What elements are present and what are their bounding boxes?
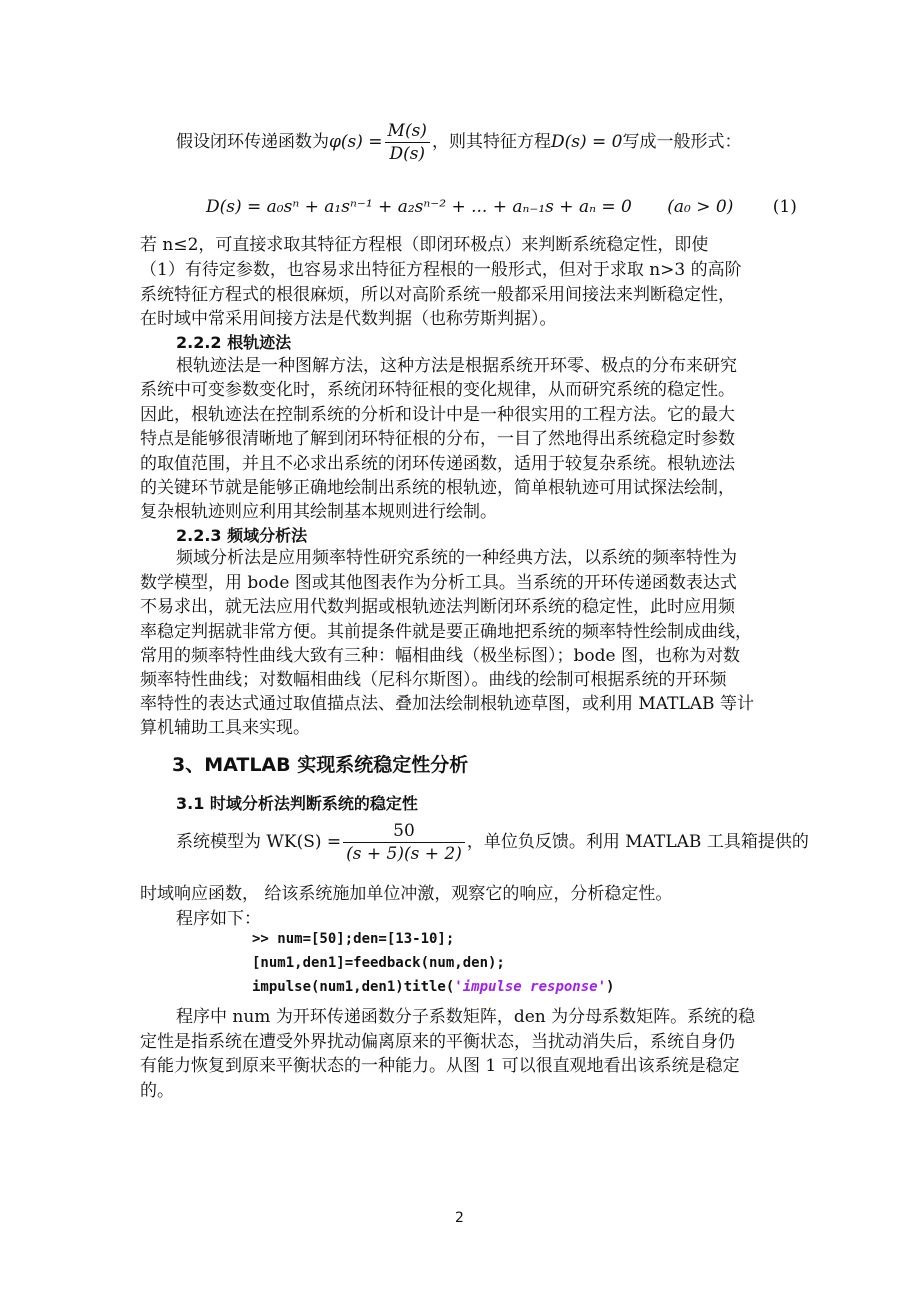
para3-line: 不易求出，就无法应用代数判据或根轨迹法判断闭环系统的稳定性，此时应用频 <box>140 597 735 617</box>
para3-line: 算机辅助工具来实现。 <box>140 718 310 738</box>
para3-line: 率特性的表达式通过取值描点法、叠加法绘制根轨迹草图，或利用 MATLAB 等计 <box>140 694 754 714</box>
equation-label: (1) <box>772 197 797 217</box>
model-line2: 时域响应函数， 给该系统施加单位冲激，观察它的响应，分析稳定性。 <box>140 884 673 904</box>
para2-line: 系统中可变参数变化时，系统闭环特征根的变化规律，从而研究系统的稳定性。 <box>140 380 735 400</box>
intro-text-before: 假设闭环传递函数为 <box>176 132 329 152</box>
fraction-numerator: M(s) <box>385 120 430 143</box>
model-text-after: ，单位负反馈。利用 MATLAB 工具箱提供的 <box>466 832 809 852</box>
para4-line: 定性是指系统在遭受外界扰动偏离原来的平衡状态，当扰动消失后，系统自身仍 <box>140 1032 735 1052</box>
equation-condition: (a₀ > 0) <box>667 197 734 217</box>
heading-3-1: 3.1 时域分析法判断系统的稳定性 <box>176 794 418 813</box>
para1-line: （1）有待定参数，也容易求出特征方程根的一般形式，但对于求取 n>3 的高阶 <box>140 260 742 280</box>
para4-line: 程序中 num 为开环传递函数分子系数矩阵，den 为分母系数矩阵。系统的稳 <box>176 1007 756 1027</box>
para2-line: 的关键环节就是能够正确地绘制出系统的根轨迹，简单根轨迹可用试探法绘制， <box>140 478 735 498</box>
code-line-3 <box>252 979 614 995</box>
model-paragraph <box>176 820 809 865</box>
transfer-fraction <box>385 120 430 165</box>
program-label: 程序如下： <box>176 909 261 929</box>
char-equation: D(s) = 0 <box>550 132 623 152</box>
intro-paragraph <box>176 120 741 165</box>
code-line-1: >> num=[50];den=[13-10]; <box>252 931 455 947</box>
heading-2-2-2: 2.2.2 根轨迹法 <box>176 333 292 352</box>
para2-line: 特点是能够很清晰地了解到闭环特征根的分布，一目了然地得出系统稳定时参数 <box>140 429 735 449</box>
code-line-3-post: ) <box>606 979 615 995</box>
para3-line: 常用的频率特性曲线大致有三种：幅相曲线（极坐标图）；bode 图，也称为对数 <box>140 646 740 666</box>
intro-text-after2: 写成一般形式： <box>622 132 742 152</box>
model-numerator: 50 <box>343 820 465 843</box>
para3-line: 频率特性曲线；对数幅相曲线（尼科尔斯图）。曲线的绘制可根据系统的开环频 <box>140 670 727 690</box>
para2-line: 根轨迹法是一种图解方法，这种方法是根据系统开环零、极点的分布来研究 <box>176 356 737 376</box>
para4-line: 有能力恢复到原来平衡状态的一种能力。从图 1 可以很直观地看出该系统是稳定 <box>140 1056 740 1076</box>
page-number: 2 <box>455 1210 464 1226</box>
fraction-denominator: D(s) <box>389 144 426 164</box>
para1-line: 若 n≤2，可直接求取其特征方程根（即闭环极点）来判断系统稳定性，即使 <box>140 235 709 255</box>
para3-line: 数学模型，用 bode 图或其他图表作为分析工具。当系统的开环传递函数表达式 <box>140 573 737 593</box>
code-line-2: [num1,den1]=feedback(num,den); <box>252 955 505 971</box>
general-equation <box>206 195 797 219</box>
para1-line: 系统特征方程式的根很麻烦，所以对高阶系统一般都采用间接法来判断稳定性， <box>140 285 735 305</box>
heading-2-2-3: 2.2.3 频域分析法 <box>176 526 308 545</box>
model-fraction <box>343 820 465 865</box>
para2-line: 的取值范围，并且不必求出系统的闭环传递函数，适用于较复杂系统。根轨迹法 <box>140 454 735 474</box>
section-3-heading: 3、MATLAB 实现系统稳定性分析 <box>172 754 469 776</box>
equation-body: D(s) = a₀sⁿ + a₁sⁿ⁻¹ + a₂sⁿ⁻² + ... + aₙ₋₁s + aₙ = 0 <box>206 197 632 217</box>
para3-line: 频域分析法是应用频率特性研究系统的一种经典方法，以系统的频率特性为 <box>176 548 737 568</box>
intro-text-after1: ，则其特征方程 <box>431 132 551 152</box>
para3-line: 率稳定判据就非常方便。其前提条件就是要正确地把系统的频率特性绘制成曲线， <box>140 622 752 642</box>
para4-line: 的。 <box>140 1081 174 1101</box>
model-denominator: (s + 5)(s + 2) <box>346 844 462 864</box>
phi-symbol: φ(s) = <box>329 132 383 152</box>
model-text-before: 系统模型为 WK(S) = <box>176 832 342 852</box>
code-string: 'impulse response' <box>454 979 607 995</box>
para2-line: 复杂根轨迹则应利用其绘制基本规则进行绘制。 <box>140 502 497 522</box>
para1-line: 在时域中常采用间接方法是代数判据（也称劳斯判据）。 <box>140 309 557 329</box>
para2-line: 因此，根轨迹法在控制系统的分析和设计中是一种很实用的工程方法。它的最大 <box>140 405 735 425</box>
code-line-3-pre: impulse(num1,den1)title( <box>252 979 455 995</box>
